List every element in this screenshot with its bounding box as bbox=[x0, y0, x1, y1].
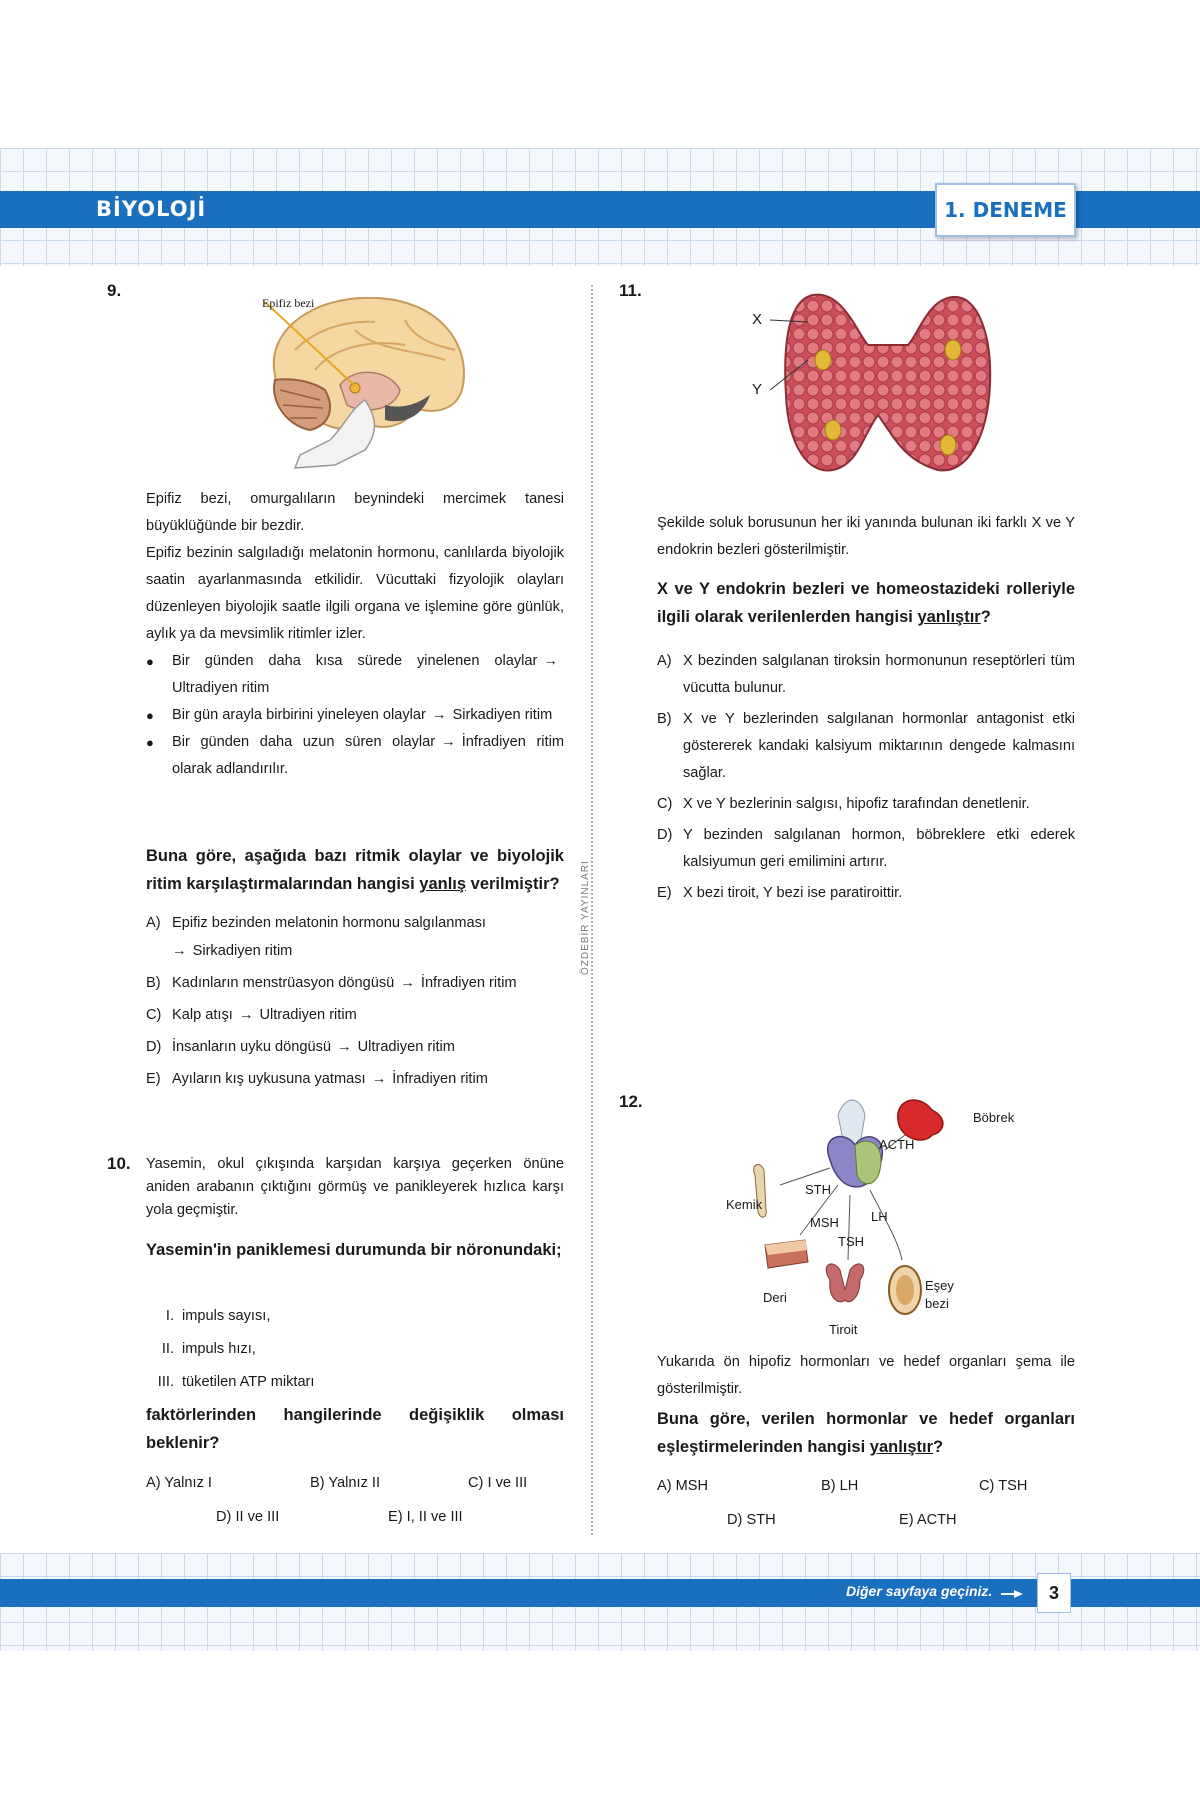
option-9a[interactable]: A) Epifiz bezinden melatonin hormonu salgılanması → Sirkadiyen ritim bbox=[146, 909, 564, 965]
label-x: X bbox=[752, 311, 763, 328]
option-12c[interactable]: C) TSH bbox=[979, 1478, 1028, 1494]
option-12d[interactable]: D) STH bbox=[727, 1512, 776, 1528]
column-divider bbox=[591, 285, 593, 1535]
option-9e[interactable]: E) Ayıların kış uykusuna yatması → İnfradiyen ritim bbox=[146, 1065, 564, 1093]
option-9d[interactable]: D) İnsanların uyku döngüsü → Ultradiyen ritim bbox=[146, 1033, 564, 1061]
label-esey: Eşey bbox=[925, 1278, 954, 1293]
option-12a[interactable]: A) MSH bbox=[657, 1478, 709, 1494]
pineal-gland-label: Epifiz bezi bbox=[262, 296, 315, 310]
bullet-1-text: Bir günden daha kısa sürede yinelenen olaylar bbox=[172, 653, 538, 669]
question-10-stem-2: faktörlerinden hangilerinde değişiklik olması beklenir? bbox=[146, 1406, 564, 1452]
publisher-watermark: ÖZDEBİR YAYINLARI bbox=[580, 860, 591, 975]
arrow-icon: → bbox=[337, 1039, 352, 1055]
exam-label: 1. DENEME bbox=[935, 183, 1076, 237]
question-12-intro: Yukarıda ön hipofiz hormonları ve hedef organları şema ile gösterilmiştir. bbox=[657, 1354, 1075, 1397]
next-page-text: Diğer sayfaya geçiniz. bbox=[846, 1583, 993, 1599]
page-number: 3 bbox=[1037, 1573, 1071, 1613]
question-11-options bbox=[657, 648, 1075, 907]
bullet-1-result: Ultradiyen ritim bbox=[172, 680, 270, 696]
bullet-2-text: Bir gün arayla birbirini yineleyen olaylar bbox=[172, 707, 426, 723]
label-bobrek: Böbrek bbox=[973, 1110, 1015, 1125]
question-10-number: 10. bbox=[107, 1154, 131, 1173]
label-acth: ACTH bbox=[879, 1137, 915, 1152]
question-9-options bbox=[146, 909, 564, 1093]
label-sth: STH bbox=[805, 1182, 831, 1197]
option-11c[interactable]: C) X ve Y bezlerinin salgısı, hipofiz tarafından denetlenir. bbox=[657, 796, 1030, 812]
brain-illustration bbox=[255, 290, 475, 470]
option-9c[interactable]: C) Kalp atışı → Ultradiyen ritim bbox=[146, 1001, 564, 1029]
option-12e[interactable]: E) ACTH bbox=[899, 1512, 957, 1528]
option-11e[interactable]: E) X bezi tiroit, Y bezi ise paratiroittir. bbox=[657, 885, 903, 901]
pointing-hand-icon bbox=[1000, 1587, 1024, 1601]
bullet-3-result: İnfradiyen ritim olarak adlandırılır. bbox=[172, 734, 564, 777]
question-12-stem: Buna göre, verilen hormonlar ve hedef organları eşleştirmelerinden hangisi yanlıştır? bbox=[657, 1410, 1075, 1456]
option-10a[interactable]: A) Yalnız I bbox=[146, 1475, 212, 1491]
bullet-2 bbox=[146, 702, 564, 729]
question-9-intro-1: Epifiz bezi, omurgalıların beynindeki mercimek tanesi büyüklüğünde bir bezdir. bbox=[146, 491, 564, 534]
label-deri: Deri bbox=[763, 1290, 787, 1305]
question-11-number: 11. bbox=[619, 281, 642, 300]
arrow-icon: → bbox=[400, 975, 415, 991]
label-y: Y bbox=[752, 381, 763, 398]
option-9b[interactable]: B) Kadınların menstrüasyon döngüsü → İnfradiyen ritim bbox=[146, 969, 564, 997]
option-10e[interactable]: E) I, II ve III bbox=[388, 1509, 463, 1525]
question-9-intro-2: Epifiz bezinin salgıladığı melatonin hormonu, canlılarda biyolojik saatin ayarlanmasında etkilidir. Vücuttaki fizyolojik olayları düzenleyen biyolojik saatle ilgili organa ve işlemine göre günlük, aylık ya da mevsimlik ritimler izler. bbox=[146, 545, 564, 642]
option-10d[interactable]: D) II ve III bbox=[216, 1509, 280, 1525]
arrow-icon: → bbox=[441, 734, 456, 750]
option-12b[interactable]: B) LH bbox=[821, 1478, 859, 1494]
item-i: I. impuls sayısı, bbox=[165, 1308, 271, 1324]
question-11-intro: Şekilde soluk borusunun her iki yanında bulunan iki farklı X ve Y endokrin bezleri gösterilmiştir. bbox=[657, 515, 1075, 558]
label-tsh: TSH bbox=[838, 1234, 864, 1249]
option-11a[interactable]: A) X bezinden salgılanan tiroksin hormonunun reseptörleri tüm vücutta bulunur. bbox=[657, 653, 1075, 696]
question-11-stem: X ve Y endokrin bezleri ve homeostazideki rolleriyle ilgili olarak verilenlerden hangisi yanlıştır? bbox=[657, 580, 1075, 626]
bullet-icon: ● bbox=[146, 654, 154, 669]
bullet-3 bbox=[146, 729, 564, 783]
question-10-items bbox=[146, 1300, 564, 1399]
label-lh: LH bbox=[871, 1209, 888, 1224]
item-ii: II. impuls hızı, bbox=[161, 1341, 256, 1357]
bullet-3-text: Bir günden daha uzun süren olaylar bbox=[172, 734, 436, 750]
arrow-icon: → bbox=[371, 1071, 387, 1087]
option-11d[interactable]: D) Y bezinden salgılanan hormon, böbreklere etki ederek kalsiyumun geri emilimini artırır. bbox=[657, 827, 1075, 870]
item-iii: III. tüketilen ATP miktarı bbox=[157, 1374, 315, 1390]
label-kemik: Kemik bbox=[726, 1197, 763, 1212]
arrow-icon: → bbox=[238, 1007, 254, 1023]
question-9-number: 9. bbox=[107, 281, 122, 300]
subject-title: BİYOLOJİ bbox=[96, 197, 207, 221]
option-11b[interactable]: B) X ve Y bezlerinden salgılanan hormonlar antagonist etki göstererek kandaki kalsiyum miktarının dengede kalmasını sağlar. bbox=[657, 711, 1075, 781]
leader-lines bbox=[768, 318, 818, 398]
label-tiroit: Tiroit bbox=[829, 1322, 858, 1337]
option-10c[interactable]: C) I ve III bbox=[468, 1475, 528, 1491]
question-10-intro: Yasemin, okul çıkışında karşıdan karşıya geçerken önüne aniden arabanın çıktığını görmüş ve panikleyerek hızlıca karşı yola geçmiştir. bbox=[146, 1156, 564, 1218]
label-msh: MSH bbox=[810, 1215, 839, 1230]
option-10b[interactable]: B) Yalnız II bbox=[310, 1475, 381, 1491]
arrow-icon: → bbox=[172, 943, 187, 959]
bullet-icon: ● bbox=[146, 735, 154, 750]
bullet-1 bbox=[146, 648, 564, 702]
bullet-icon: ● bbox=[146, 708, 154, 723]
question-10-stem-1: Yasemin'in paniklemesi durumunda bir nöronundaki; bbox=[146, 1241, 562, 1259]
question-9-stem: Buna göre, aşağıda bazı ritmik olaylar ve biyolojik ritim karşılaştırmalarından hangisi yanlış verilmiştir? bbox=[146, 847, 564, 893]
question-9-text bbox=[146, 486, 564, 783]
question-12-number: 12. bbox=[619, 1092, 643, 1111]
arrow-icon: → bbox=[431, 707, 447, 723]
label-bezi: bezi bbox=[925, 1296, 949, 1311]
bullet-2-result: Sirkadiyen ritim bbox=[452, 707, 553, 723]
arrow-icon: → bbox=[543, 653, 558, 669]
